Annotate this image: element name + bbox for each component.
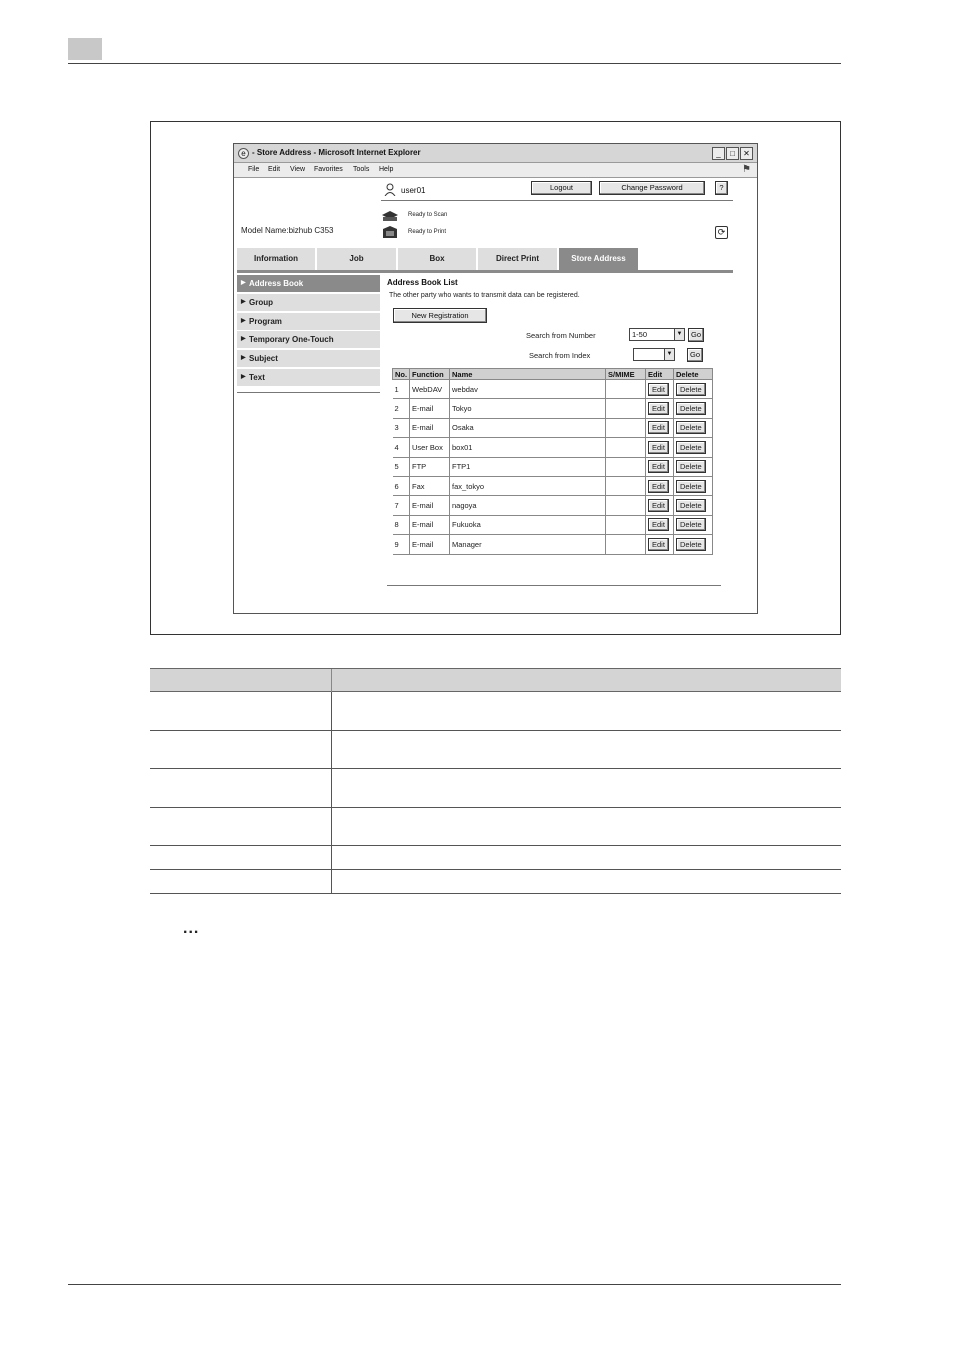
edit-button[interactable]: Edit — [648, 402, 669, 415]
new-registration-button[interactable]: New Registration — [393, 308, 487, 323]
sidebar-item-label: Program — [249, 317, 282, 326]
row-function: E-mail — [410, 496, 450, 515]
edit-button[interactable]: Edit — [648, 518, 669, 531]
delete-button[interactable]: Delete — [676, 383, 706, 396]
row-name: box01 — [450, 438, 606, 457]
description-table-header — [150, 668, 841, 692]
maximize-button[interactable]: □ — [726, 147, 739, 160]
row-smime — [606, 496, 646, 515]
chevron-down-icon: ▼ — [674, 329, 684, 340]
row-number: 1 — [393, 380, 410, 399]
column-divider — [331, 870, 332, 893]
search-number-label: Search from Number — [526, 331, 596, 340]
chapter-number-box — [68, 38, 102, 60]
row-name: Fukuoka — [450, 515, 606, 534]
column-header: Function — [410, 369, 450, 380]
row-function: E-mail — [410, 535, 450, 554]
page-title: Address Book List — [387, 278, 458, 287]
row-number: 7 — [393, 496, 410, 515]
row-name: webdav — [450, 380, 606, 399]
menu-favorites[interactable]: Favorites — [314, 166, 343, 173]
row-delete-cell — [674, 438, 713, 457]
table-row — [150, 692, 841, 731]
content-divider — [387, 585, 721, 586]
column-divider — [331, 692, 332, 730]
search-number-value: 1-50 — [632, 330, 648, 339]
search-index-select[interactable] — [633, 348, 675, 361]
delete-button[interactable]: Delete — [676, 518, 706, 531]
row-smime — [606, 438, 646, 457]
edit-button[interactable]: Edit — [648, 441, 669, 454]
help-button[interactable]: ? — [715, 181, 728, 195]
row-edit-cell — [646, 380, 674, 399]
table-row — [393, 438, 713, 457]
table-row — [393, 535, 713, 554]
delete-button[interactable]: Delete — [676, 441, 706, 454]
row-number: 2 — [393, 399, 410, 418]
table-row — [393, 399, 713, 418]
sidebar-item-label: Text — [249, 373, 265, 382]
row-delete-cell — [674, 515, 713, 534]
row-edit-cell — [646, 515, 674, 534]
window-title: - Store Address - Microsoft Internet Explorer — [252, 148, 421, 157]
table-row — [150, 870, 841, 894]
address-book-table — [392, 368, 713, 555]
row-name: FTP1 — [450, 457, 606, 476]
row-smime — [606, 399, 646, 418]
row-smime — [606, 476, 646, 495]
row-delete-cell — [674, 418, 713, 437]
header-divider — [381, 200, 733, 201]
row-delete-cell — [674, 476, 713, 495]
sidebar-item-address-book[interactable] — [237, 275, 380, 292]
menu-view[interactable]: View — [290, 166, 306, 173]
delete-button[interactable]: Delete — [676, 480, 706, 493]
table-header-row — [393, 369, 713, 380]
tab-information[interactable]: Information — [237, 248, 315, 270]
table-row — [393, 496, 713, 515]
table-row — [150, 769, 841, 808]
table-row — [393, 515, 713, 534]
sidebar-item-label: Subject — [249, 354, 278, 363]
row-name: fax_tokyo — [450, 476, 606, 495]
model-name: Model Name:bizhub C353 — [241, 226, 334, 235]
delete-button[interactable]: Delete — [676, 421, 706, 434]
column-divider — [331, 808, 332, 845]
sidebar-item-text[interactable] — [237, 369, 380, 386]
refresh-icon[interactable]: ⟳ — [715, 226, 728, 239]
page-description: The other party who wants to transmit data can be registered. — [389, 292, 580, 299]
delete-button[interactable]: Delete — [676, 538, 706, 551]
row-function: User Box — [410, 438, 450, 457]
row-delete-cell — [674, 535, 713, 554]
row-delete-cell — [674, 457, 713, 476]
tab-direct-print[interactable]: Direct Print — [478, 248, 557, 270]
row-number: 5 — [393, 457, 410, 476]
column-divider — [331, 846, 332, 869]
row-edit-cell — [646, 438, 674, 457]
edit-button[interactable]: Edit — [648, 421, 669, 434]
print-status: Ready to Print — [408, 229, 447, 235]
row-smime — [606, 535, 646, 554]
edit-button[interactable]: Edit — [648, 499, 669, 512]
table-row — [150, 846, 841, 870]
sidebar-item-label: Group — [249, 298, 273, 307]
search-index-label: Search from Index — [529, 351, 591, 360]
column-header: No. — [393, 369, 410, 380]
column-header: Edit — [646, 369, 674, 380]
edit-button[interactable]: Edit — [648, 538, 669, 551]
row-number: 6 — [393, 476, 410, 495]
arrow-right-icon: ▶ — [241, 336, 246, 342]
arrow-right-icon: ▶ — [241, 318, 246, 324]
arrow-right-icon: ▶ — [241, 299, 246, 305]
menu-help[interactable]: Help — [379, 166, 394, 173]
search-number-select[interactable] — [629, 328, 685, 341]
edit-button[interactable]: Edit — [648, 383, 669, 396]
go-index-button[interactable]: Go — [687, 348, 703, 362]
close-button[interactable]: ✕ — [740, 147, 753, 160]
sidebar-item-group[interactable] — [237, 294, 380, 311]
tab-underline — [237, 270, 733, 273]
logout-button[interactable]: Logout — [531, 181, 592, 195]
note-ellipsis: ... — [183, 920, 200, 937]
row-name: Tokyo — [450, 399, 606, 418]
go-number-button[interactable]: Go — [688, 328, 704, 342]
column-header: Delete — [674, 369, 713, 380]
column-divider — [331, 731, 332, 768]
title-bar — [234, 144, 757, 163]
user-name: user01 — [401, 186, 426, 195]
row-function: E-mail — [410, 418, 450, 437]
column-header: Name — [450, 369, 606, 380]
table-row — [393, 418, 713, 437]
row-edit-cell — [646, 535, 674, 554]
sidebar-item-program[interactable] — [237, 313, 380, 330]
table-row — [393, 476, 713, 495]
scanner-icon — [381, 209, 399, 223]
table-row — [393, 380, 713, 399]
row-edit-cell — [646, 496, 674, 515]
row-smime — [606, 380, 646, 399]
header-rule — [68, 63, 841, 64]
minimize-button[interactable]: _ — [712, 147, 725, 160]
page-content — [234, 179, 757, 613]
row-number: 8 — [393, 515, 410, 534]
sidebar-divider — [237, 392, 380, 393]
windows-logo-icon: ⚑ — [742, 164, 751, 175]
column-divider — [331, 769, 332, 807]
arrow-right-icon: ▶ — [241, 374, 246, 380]
row-edit-cell — [646, 399, 674, 418]
row-function: FTP — [410, 457, 450, 476]
sidebar-item-temporary-one-touch[interactable] — [237, 331, 380, 348]
row-name: Manager — [450, 535, 606, 554]
browser-window — [233, 143, 758, 614]
change-password-button[interactable]: Change Password — [599, 181, 705, 195]
row-function: E-mail — [410, 399, 450, 418]
row-smime — [606, 515, 646, 534]
row-function: E-mail — [410, 515, 450, 534]
row-edit-cell — [646, 418, 674, 437]
edit-button[interactable]: Edit — [648, 460, 669, 473]
sidebar-item-subject[interactable] — [237, 350, 380, 367]
tab-box[interactable]: Box — [398, 248, 476, 270]
menu-tools[interactable]: Tools — [353, 166, 370, 173]
row-delete-cell — [674, 399, 713, 418]
printer-icon — [381, 225, 399, 239]
menu-bar — [234, 163, 757, 178]
tab-store-address[interactable]: Store Address — [559, 248, 638, 270]
arrow-right-icon: ▶ — [241, 355, 246, 361]
row-function: WebDAV — [410, 380, 450, 399]
delete-button[interactable]: Delete — [676, 402, 706, 415]
row-function: Fax — [410, 476, 450, 495]
edit-button[interactable]: Edit — [648, 480, 669, 493]
delete-button[interactable]: Delete — [676, 499, 706, 512]
user-icon — [384, 183, 396, 196]
row-number: 9 — [393, 535, 410, 554]
sidebar-item-label: Temporary One-Touch — [249, 335, 334, 344]
row-smime — [606, 457, 646, 476]
column-divider — [331, 669, 332, 693]
row-number: 4 — [393, 438, 410, 457]
chevron-down-icon: ▼ — [664, 349, 674, 360]
row-name: nagoya — [450, 496, 606, 515]
row-delete-cell — [674, 380, 713, 399]
scan-status: Ready to Scan — [408, 212, 448, 218]
table-row — [150, 808, 841, 846]
sidebar-item-label: Address Book — [249, 279, 304, 288]
column-header: S/MIME — [606, 369, 646, 380]
row-number: 3 — [393, 418, 410, 437]
row-edit-cell — [646, 476, 674, 495]
table-row — [393, 457, 713, 476]
table-row — [150, 731, 841, 769]
ie-icon: e — [238, 148, 249, 159]
row-delete-cell — [674, 496, 713, 515]
menu-edit[interactable]: Edit — [268, 166, 281, 173]
row-edit-cell — [646, 457, 674, 476]
delete-button[interactable]: Delete — [676, 460, 706, 473]
footer-rule — [68, 1284, 841, 1285]
row-smime — [606, 418, 646, 437]
tab-job[interactable]: Job — [317, 248, 396, 270]
menu-file[interactable]: File — [248, 166, 260, 173]
arrow-right-icon: ▶ — [241, 280, 246, 286]
row-name: Osaka — [450, 418, 606, 437]
